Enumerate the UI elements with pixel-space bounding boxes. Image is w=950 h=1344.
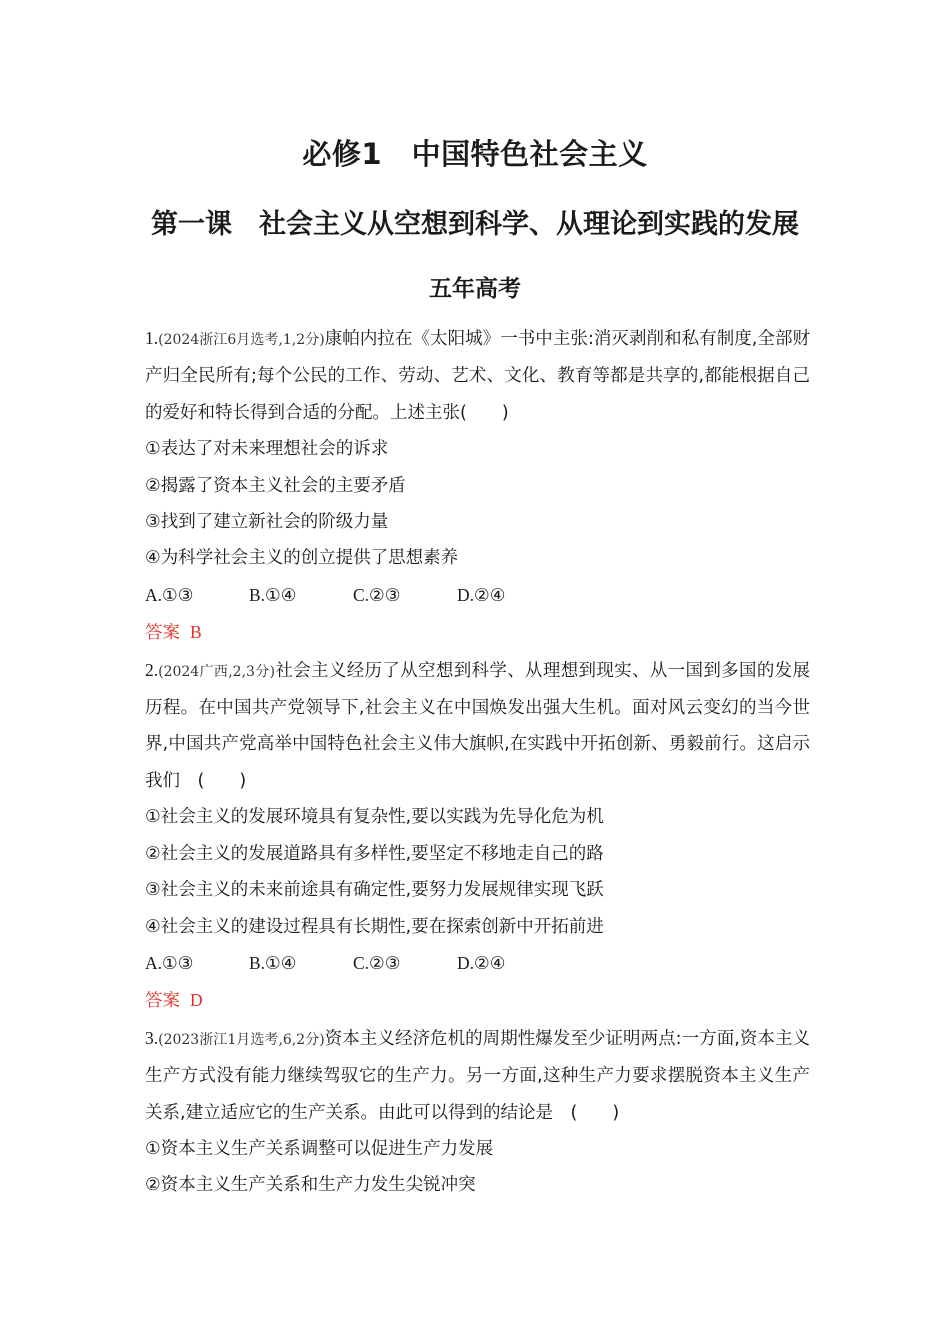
statement-item: ④社会主义的建设过程具有长期性,要在探索创新中开拓前进: [145, 916, 604, 937]
statement-item: ②资本主义生产关系和生产力发生尖锐冲突: [145, 1175, 476, 1196]
question-stem: [145, 320, 810, 431]
question-1: [145, 320, 810, 652]
option-a: A.①③: [145, 952, 194, 973]
option-c: C.②③: [353, 952, 401, 973]
lesson-title: 第一课 社会主义从空想到科学、从理论到实践的发展: [151, 209, 799, 240]
statement-item: ②揭露了资本主义社会的主要矛盾: [145, 475, 406, 496]
section-title: 五年高考: [429, 276, 521, 302]
option-d: D.②④: [457, 952, 506, 973]
question-stem: [145, 1020, 810, 1131]
question-list: [145, 320, 810, 1204]
statement-item: ①表达了对未来理想社会的诉求: [145, 439, 389, 460]
question-source: (2024广西,2,3分): [158, 663, 276, 680]
option-c: C.②③: [353, 584, 401, 605]
question-text: 社会主义经历了从空想到科学、从理想到现实、从一国到多国的发展历程。在中国共产党领导下,社会主义在中国焕发出强大生机。面对风云变幻的当今世界,中国共产党高举中国特色社会主义伟大旗帜,在实践中开拓创新、勇毅前行。这启示我们 ( ): [145, 660, 810, 791]
statement-item: ③社会主义的未来前途具有确定性,要努力发展规律实现飞跃: [145, 880, 604, 901]
answer-line: [145, 614, 810, 651]
question-number: 2.: [145, 659, 159, 680]
question-text: 资本主义经济危机的周期性爆发至少证明两点:一方面,资本主义生产方式没有能力继续驾驭它的生产力。另一方面,这种生产力要求摆脱资本主义生产关系,建立适应它的生产关系。由此可以得到的结论是 ( ): [145, 1028, 810, 1123]
statement-item: ③找到了建立新社会的阶级力量: [145, 512, 389, 533]
answer-value: D: [190, 990, 203, 1011]
question-3: [145, 1020, 810, 1204]
answer-options: [145, 945, 810, 982]
answer-label: 答案: [145, 623, 180, 644]
statement-item: ①社会主义的发展环境具有复杂性,要以实践为先导化危为机: [145, 807, 604, 828]
answer-options: [145, 577, 810, 614]
option-b: B.①④: [249, 584, 297, 605]
statement-item: ①资本主义生产关系调整可以促进生产力发展: [145, 1138, 494, 1159]
answer-label: 答案: [145, 991, 180, 1012]
option-a: A.①③: [145, 584, 194, 605]
statement-item: ④为科学社会主义的创立提供了思想素养: [145, 548, 459, 569]
question-2: [145, 652, 810, 1020]
question-stem: [145, 652, 810, 800]
question-source: (2023浙江1月选考,6,2分): [158, 1031, 325, 1048]
question-number: 1.: [145, 328, 159, 348]
option-d: D.②④: [457, 584, 506, 605]
question-number: 3.: [145, 1027, 159, 1048]
question-source: (2024浙江6月选考,1,2分): [158, 332, 325, 348]
answer-value: B: [190, 622, 202, 643]
book-title: 必修1 中国特色社会主义: [302, 137, 648, 171]
option-b: B.①④: [249, 952, 297, 973]
answer-line: [145, 982, 810, 1019]
question-text: 康帕内拉在《太阳城》一书中主张:消灭剥削和私有制度,全部财产归全民所有;每个公民的工作、劳动、艺术、文化、教育等都是共享的,都能根据自己的爱好和特长得到合适的分配。上述主张( ): [145, 329, 810, 423]
statement-item: ②社会主义的发展道路具有多样性,要坚定不移地走自己的路: [145, 843, 604, 864]
